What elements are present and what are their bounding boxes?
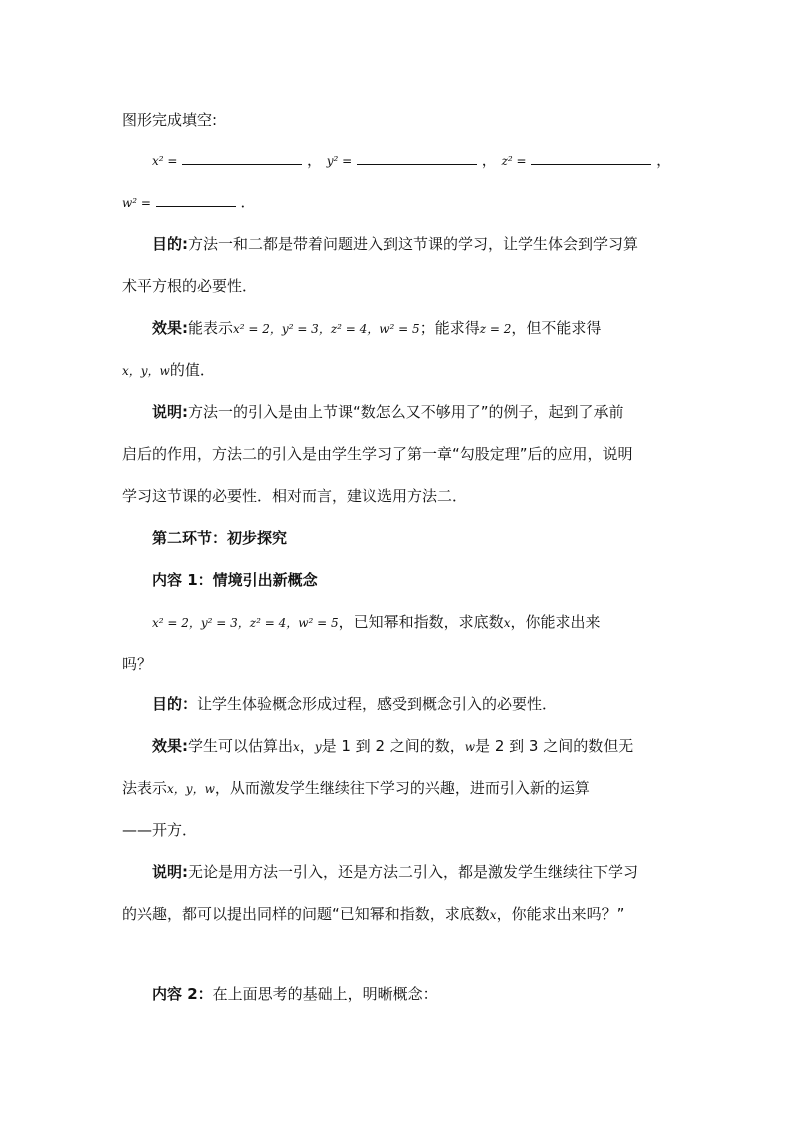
goal-paragraph-1-cont: 术平方根的必要性． xyxy=(122,277,258,295)
effect-paragraph-2-line2: 法表示x，y，w，从而激发学生继续往下学习的兴趣，进而引入新的运算 xyxy=(122,779,590,797)
section-2-heading: 第二环节：初步探究 xyxy=(152,529,288,547)
content-2-label: 内容 2： xyxy=(152,985,213,1003)
note-label-2: 说明: xyxy=(152,863,188,881)
note-paragraph-2-cont: 的兴趣，都可以提出同样的问题“已知幂和指数，求底数x，你能求出来吗？” xyxy=(122,905,625,923)
content-2-paragraph: 内容 2：在上面思考的基础上，明晰概念： xyxy=(152,985,438,1003)
z-squared-blank[interactable] xyxy=(531,151,651,165)
note-paragraph-1: 说明:方法一的引入是由上节课“数怎么又不够用了”的例子，起到了承前 xyxy=(152,403,624,421)
content-1-paragraph-cont: 吗？ xyxy=(122,655,153,673)
w-squared-label: w² = xyxy=(122,196,151,210)
effect-paragraph-1: 效果:能表示x² = 2，y² = 3，z² = 4，w² = 5；能求得z = 2，但不能求得 xyxy=(152,319,602,337)
w-squared-blank[interactable] xyxy=(156,193,236,207)
content-1-heading: 内容 1：情境引出新概念 xyxy=(152,571,318,589)
goal-paragraph-1: 目的:方法一和二都是带着问题进入到这节课的学习，让学生体会到学习算 xyxy=(152,235,639,253)
effect-label-2: 效果: xyxy=(152,737,188,755)
z-squared-label: z² = xyxy=(501,154,527,168)
effect-paragraph-1-cont: x，y，w的值． xyxy=(122,361,215,379)
goal-paragraph-2: 目的：让学生体验概念形成过程，感受到概念引入的必要性． xyxy=(152,695,558,713)
goal-label: 目的: xyxy=(152,235,188,253)
fill-in-title: 图形完成填空: xyxy=(122,111,218,129)
x-squared-label: x² = xyxy=(152,154,178,168)
x-squared-blank[interactable] xyxy=(182,151,302,165)
note-label: 说明: xyxy=(152,403,188,421)
note-paragraph-2: 说明:无论是用方法一引入，还是方法二引入，都是激发学生继续往下学习 xyxy=(152,863,639,881)
y-squared-label: y² = xyxy=(326,154,353,168)
content-1-paragraph: x² = 2，y² = 3，z² = 4，w² = 5，已知幂和指数，求底数x，你能求出来 xyxy=(152,613,601,631)
note-paragraph-1-line2: 启后的作用，方法二的引入是由学生学习了第一章“勾股定理”后的应用，说明 xyxy=(122,445,633,463)
blank-row-1: x² = ， y² = ， z² = ， xyxy=(152,151,672,169)
effect-paragraph-2: 效果:学生可以估算出x，y是 1 到 2 之间的数，w是 2 到 3 之间的数但无 xyxy=(152,737,634,755)
y-squared-blank[interactable] xyxy=(357,151,477,165)
effect-paragraph-2-line3: ——开方． xyxy=(122,821,198,839)
goal-label-2: 目的： xyxy=(152,695,198,713)
effect-label: 效果: xyxy=(152,319,188,337)
note-paragraph-1-line3: 学习这节课的必要性．相对而言，建议选用方法二． xyxy=(122,487,468,505)
blank-row-2: w² = ． xyxy=(122,193,256,211)
